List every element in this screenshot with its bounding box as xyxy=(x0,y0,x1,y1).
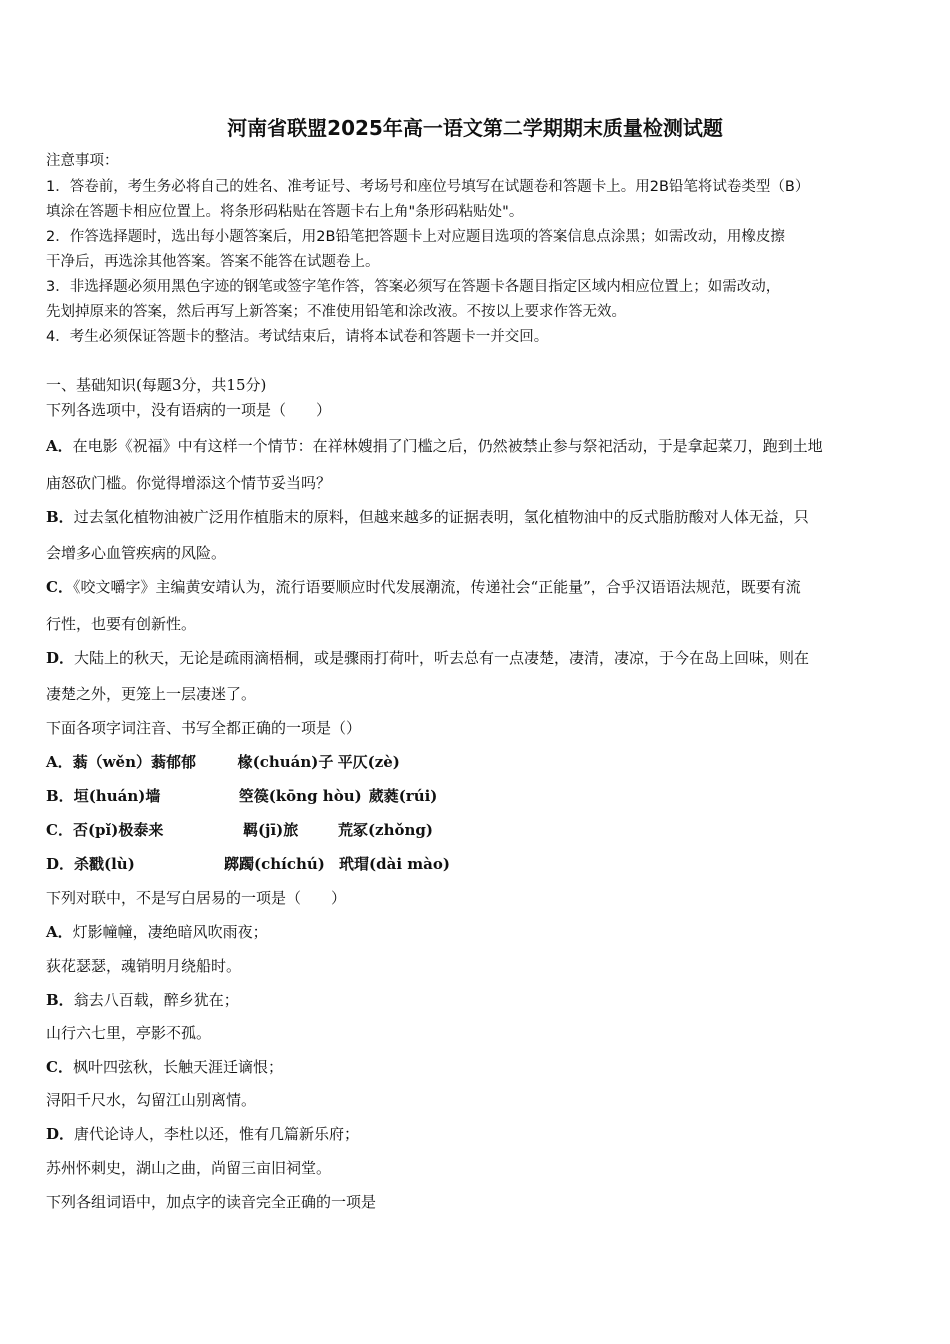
option-text: 箜篌(kōng hòu) xyxy=(238,787,362,805)
option-text: 浔阳千尺水，勾留江山别离情。 xyxy=(46,1091,257,1109)
option-text: 过去氢化植物油被广泛用作植脂末的原料，但越来越多的证据表明，氢化植物油中的反式脂肪酸对人体无益，只 xyxy=(73,508,809,526)
option-key: A． xyxy=(46,923,73,941)
option-key: D． xyxy=(46,649,75,667)
option-text: 会增多心血管疾病的风险。 xyxy=(46,544,227,562)
option-text: 大陆上的秋天，无论是疏雨滴梧桐，或是骤雨打荷叶，听去总有一点凄楚，凄清，凄凉，于今在岛上回味，则在 xyxy=(74,649,810,667)
option-text: 杀戳(lù) xyxy=(74,855,135,873)
text-line xyxy=(46,1057,283,1077)
notice-line: 4．考生必须保证答题卡的整洁。考试结束后，请将本试卷和答题卡一并交回。 xyxy=(46,329,549,345)
option-text: 翁去八百载，醉乡犹在； xyxy=(73,991,239,1009)
option-text: 山行六七里，亭影不孤。 xyxy=(46,1024,212,1042)
text-line xyxy=(46,820,433,840)
notice-line: 先划掉原来的答案，然后再写上新答案；不准使用铅笔和涂改液。不按以上要求作答无效。 xyxy=(46,304,626,320)
option-text: 《咬文嚼字》主编黄安靖认为，流行语要顺应时代发展潮流，传递社会“正能量”，合乎汉语语法规范，既要有流 xyxy=(72,578,801,596)
option-text: 枫叶四弦秋，长触天涯迁谪恨； xyxy=(72,1058,283,1076)
text-line xyxy=(46,990,239,1010)
text-line xyxy=(46,648,809,668)
option-text: 平仄(zè) xyxy=(337,753,400,771)
text-line xyxy=(46,507,809,527)
option-text: 葳蕤(rúi) xyxy=(368,787,438,805)
text-line xyxy=(46,436,823,456)
option-key: B． xyxy=(46,991,74,1009)
option-text: 灯影幢幢，凄绝暗风吹雨夜； xyxy=(72,923,268,941)
option-text: 苏州怀刺史，湖山之曲，尚留三亩旧祠堂。 xyxy=(46,1159,332,1177)
text-line xyxy=(46,577,801,597)
option-key: C． xyxy=(46,1058,73,1076)
option-text: 蓊（wěn）蓊郁郁 xyxy=(72,753,197,771)
option-key: D． xyxy=(46,1125,75,1143)
option-text: 荒冢(zhǒng) xyxy=(337,821,433,839)
notice-line: 2．作答选择题时，选出每小题答案后，用2B铅笔把答题卡上对应题目选项的答案信息点涂黑；如需改动，用橡皮擦 xyxy=(46,229,785,245)
q2-stem: 下面各项字词注音、书写全都正确的一项是（） xyxy=(46,719,362,737)
option-text: 垣(huán)墙 xyxy=(73,787,161,805)
notice-line: 填涂在答题卡相应位置上。将条形码粘贴在答题卡右上角"条形码粘贴处"。 xyxy=(46,204,524,220)
section-heading: 一、基础知识(每题3分，共15分) xyxy=(46,376,267,394)
option-text: 椽(chuán)子 xyxy=(237,753,334,771)
notice-line: 1．答卷前，考生务必将自己的姓名、准考证号、考场号和座位号填写在试题卷和答题卡上。用2B铅笔将试卷类型（B） xyxy=(46,179,810,195)
option-text: 羁(jī)旅 xyxy=(242,821,299,839)
option-text: 凄楚之外，更笼上一层凄迷了。 xyxy=(46,685,257,703)
option-key: A． xyxy=(46,753,73,771)
option-text: 否(pǐ)极泰来 xyxy=(72,821,164,839)
page-title: 河南省联盟2025年高一语文第二学期期末质量检测试题 xyxy=(227,116,723,140)
text-line xyxy=(46,922,268,942)
notice-line: 3．非选择题必须用黑色字迹的钢笔或签字笔作答，答案必须写在答题卡各题目指定区域内相应位置上；如需改动， xyxy=(46,279,781,295)
option-key: C． xyxy=(46,821,73,839)
option-key: B． xyxy=(46,508,74,526)
option-key: B． xyxy=(46,787,74,805)
option-key: D． xyxy=(46,855,75,873)
notice-line: 干净后，再选涂其他答案。答案不能答在试题卷上。 xyxy=(46,254,380,270)
q1-stem: 下列各选项中，没有语病的一项是（ ） xyxy=(46,401,332,419)
q4-stem: 下列各组词语中，加点字的读音完全正确的一项是 xyxy=(46,1193,377,1211)
option-key: C． xyxy=(46,578,73,596)
q3-stem: 下列对联中，不是写白居易的一项是（ ） xyxy=(46,889,347,907)
option-text: 唐代论诗人，李杜以还，惟有几篇新乐府； xyxy=(74,1125,360,1143)
text-line xyxy=(46,854,450,874)
text-line xyxy=(46,752,400,772)
option-text: 荻花瑟瑟，魂销明月绕船时。 xyxy=(46,957,242,975)
text-line xyxy=(46,1124,359,1144)
option-key: A． xyxy=(46,437,73,455)
option-text: 踯躅(chíchú) xyxy=(224,855,325,873)
text-line xyxy=(46,786,437,806)
option-text: 行性，也要有创新性。 xyxy=(46,615,197,633)
option-text: 庙怒砍门槛。你觉得增添这个情节妥当吗？ xyxy=(46,474,332,492)
option-text: 在电影《祝福》中有这样一个情节：在祥林嫂捐了门槛之后，仍然被禁止参与祭祀活动，于是拿起菜刀，跑到土地 xyxy=(72,437,823,455)
option-text: 玳瑁(dài mào) xyxy=(339,855,450,873)
notice-heading: 注意事项： xyxy=(46,153,119,169)
